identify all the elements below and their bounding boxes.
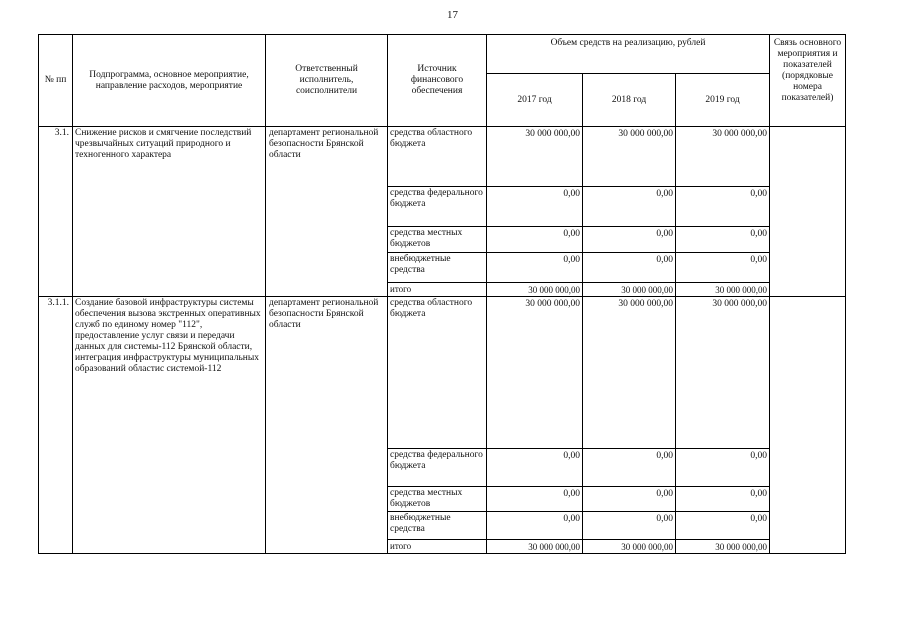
value-cell: 30 000 000,00 xyxy=(487,127,583,187)
value-cell-total: 30 000 000,00 xyxy=(583,283,676,297)
value-cell-total: 30 000 000,00 xyxy=(487,283,583,297)
header-year-2018: 2018 год xyxy=(583,74,676,127)
table-row xyxy=(39,127,846,187)
source-cell-total: итого xyxy=(388,540,487,554)
value-cell: 0,00 xyxy=(676,227,770,253)
value-cell: 30 000 000,00 xyxy=(487,297,583,449)
item-number: 3.1.1. xyxy=(39,297,73,554)
page-number: 17 xyxy=(447,9,458,21)
header-name: Подпрограмма, основное мероприятие, направление расходов, мероприятие xyxy=(73,35,266,127)
value-cell-total: 30 000 000,00 xyxy=(676,540,770,554)
value-cell: 0,00 xyxy=(487,253,583,283)
source-cell: средства областного бюджета xyxy=(388,127,487,187)
value-cell: 0,00 xyxy=(583,487,676,512)
budget-table xyxy=(38,34,846,554)
source-cell-total: итого xyxy=(388,283,487,297)
value-cell: 30 000 000,00 xyxy=(583,297,676,449)
value-cell: 30 000 000,00 xyxy=(676,297,770,449)
source-cell: внебюджетные средства xyxy=(388,512,487,540)
value-cell: 0,00 xyxy=(487,227,583,253)
header-volume: Объем средств на реализацию, рублей xyxy=(487,35,770,74)
link-cell xyxy=(770,297,846,554)
value-cell: 0,00 xyxy=(487,449,583,487)
header-num: № пп xyxy=(39,35,73,127)
source-cell: средства федерального бюджета xyxy=(388,187,487,227)
value-cell: 0,00 xyxy=(487,512,583,540)
source-cell: средства областного бюджета xyxy=(388,297,487,449)
source-cell: средства местных бюджетов xyxy=(388,227,487,253)
link-cell xyxy=(770,127,846,297)
item-name: Снижение рисков и смягчение последствий чрезвычайных ситуаций природного и техногенного характера xyxy=(73,127,266,297)
source-cell: средства федерального бюджета xyxy=(388,449,487,487)
value-cell: 0,00 xyxy=(583,187,676,227)
header-source: Источник финансового обеспечения xyxy=(388,35,487,127)
item-number: 3.1. xyxy=(39,127,73,297)
value-cell: 0,00 xyxy=(676,487,770,512)
item-executor: департамент региональной безопасности Брянской области xyxy=(266,127,388,297)
value-cell: 0,00 xyxy=(583,253,676,283)
value-cell: 0,00 xyxy=(676,512,770,540)
header-executor: Ответственный исполнитель, соисполнители xyxy=(266,35,388,127)
value-cell-total: 30 000 000,00 xyxy=(676,283,770,297)
item-executor: департамент региональной безопасности Брянской области xyxy=(266,297,388,554)
value-cell: 30 000 000,00 xyxy=(583,127,676,187)
value-cell: 30 000 000,00 xyxy=(676,127,770,187)
value-cell-total: 30 000 000,00 xyxy=(583,540,676,554)
source-cell: внебюджетные средства xyxy=(388,253,487,283)
value-cell: 0,00 xyxy=(487,487,583,512)
value-cell: 0,00 xyxy=(487,187,583,227)
header-year-2019: 2019 год xyxy=(676,74,770,127)
value-cell: 0,00 xyxy=(583,227,676,253)
header-link: Связь основного мероприятия и показателей (порядковые номера показателей) xyxy=(770,35,846,127)
header-year-2017: 2017 год xyxy=(487,74,583,127)
item-name: Создание базовой инфраструктуры системы обеспечения вызова экстренных оперативных служб по единому номер "112", предоставление услуг связи и передачи данных для системы-112 Брянской области, интеграция инфраструктуры муниципальных образований областис системой-112 xyxy=(73,297,266,554)
value-cell: 0,00 xyxy=(676,449,770,487)
value-cell: 0,00 xyxy=(583,449,676,487)
table-row xyxy=(39,297,846,449)
value-cell: 0,00 xyxy=(676,187,770,227)
value-cell: 0,00 xyxy=(676,253,770,283)
value-cell: 0,00 xyxy=(583,512,676,540)
source-cell: средства местных бюджетов xyxy=(388,487,487,512)
value-cell-total: 30 000 000,00 xyxy=(487,540,583,554)
